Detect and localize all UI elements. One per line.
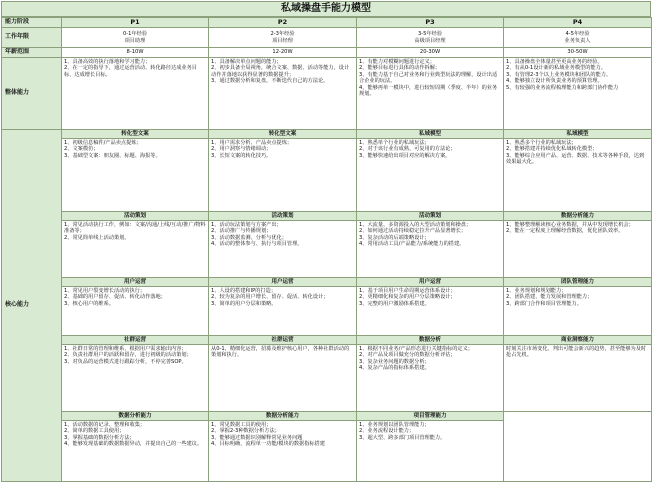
years-label: 工作年限 [2,28,62,48]
section-header: 用户运营 [62,278,208,287]
core-row-4 [2,336,652,412]
core-row-5 [2,412,652,482]
section-header: 转化型文案 [62,130,208,139]
overall-label: 整体能力 [2,58,62,130]
section-header: 数据分析能力 [504,212,651,221]
core-cell: 活动策划 1、常见活动执行工作，例如：文案/沟通/上线/互动/推广/物料准备等； 2、常见简单线上活动策划。 [62,212,209,278]
salary-row [2,48,652,58]
core-cell: 项目管理能力 1、业务规划以团队管理能力； 2、业务流程设计能力； 3、超大型、跨多部门项目管理能力。 [357,412,504,482]
salary-p4: 30-50W [504,48,652,58]
salary-p3: 20-30W [357,48,504,58]
core-label: 核心能力 [2,130,62,482]
section-header: 用户运营 [357,278,503,287]
core-cell: 用户运营 1、常见用户裂变增长活动的执行； 2、基础的用户留存、促活、转化动作落地； 3、核心用户的维系。 [62,278,209,336]
core-cell: 数据分析 1、根据不同业务/产品形态进行关键指标的定义； 2、对产品及项目做充分的数据分析评估； 3、复杂业务问题的数据分析； 4、复杂产品的指标体系搭建。 [357,336,504,412]
section-header: 活动策划 [62,212,208,221]
years-p3: 3-5年经验 高级项目经理 [357,28,504,48]
section-header: 数据分析能力 [209,412,356,421]
core-cell: 用户运营 1、人设的搭建和IP的打造； 2、较为复杂的用户增长、留存、促活、转化设计； 3、简单的用户分层和策略。 [209,278,357,336]
overall-p4: 1、具备操盘全体量甚至更高业务的经验。 2、有从0-1设计新的私域业务模型的能力。 3、有管理2-3个以上业务模块和团队的能力。 4、能够独立设计所负责业务的预算管理。 5、有较强的业务流程梳理能力和跨部门协作能力 [504,58,652,130]
core-row-1 [2,130,652,212]
section-header: 数据分析 [357,336,503,345]
stage-p4: P4 [504,18,652,28]
overall-row [2,58,652,130]
core-row-2 [2,212,652,278]
salary-label: 年薪范围 [2,48,62,58]
core-cell: 社群运营 从0-1，精细化运营，招募及维护核心用户，各种社群活动的策划和执行。 [209,336,357,412]
stage-p2: P2 [209,18,357,28]
core-cell: 团队管理能力 1、业务规划和规划能力； 2、团队搭建、能力发展和管理能力； 3、跨部门合作和项目管理能力。 [504,278,652,336]
years-row [2,28,652,48]
stage-label: 能力阶段 [2,18,62,28]
capability-table [1,17,652,482]
core-cell: 活动策划 1、大流量、多资源投入的大型活动策划和操盘； 2、如何通过活动持续稳定拉升产品显著增长； 3、复杂活动的后端策略设计； 4、常用活动工具/产品能力/系统能力的搭建。 [357,212,504,278]
core-cell: 私域模型 1、熟悉单个行业的私域玩法； 2、对于该行业有成熟、可复用的方法论； 3、能够快速给出项目对应的解决方案。 [357,130,504,212]
stage-p3: P3 [357,18,504,28]
core-row-3 [2,278,652,336]
core-cell: 数据分析能力 1、能够整理解读核心业务数据，并从中发现增长机会； 2、能在一定程度上理解经营数据，优化团队效率。 [504,212,652,278]
overall-p3: 1、有能力对模糊问题进行定义； 2、能够目标进行具体的动作拆解； 3、有能力基于自己对业务和行业典型玩法的理解，设计出适合企业的玩法。 4、能够再单一模块中，进行较短周期（季度、半年）的业务规划。 [357,58,504,130]
core-cell: 商业洞察能力 时刻关注市场变化、判出可能会新兴的趋势，甚至能够为及时抢占先机。 [504,336,652,412]
salary-p1: 8-10W [62,48,209,58]
overall-p2: 1、具备解决单点问题的能力； 2、初步具备全局视角，统合文案、数据、活动等能力，设计动作并落地以获得显著的数据提升； 3、通过数据分析和复盘，不断迭代自己的方法论。 [209,58,357,130]
core-cell: 私域模型 1、熟悉多个行业的私域玩法； 2、能够搭建并持续优化私域转化模型； 3、能够综合应用产品、运营、数据、技术等各种手段，达到效果最大化。 [504,130,652,212]
stage-row [2,18,652,28]
years-p2: 2-3年经验 项目经理 [209,28,357,48]
section-header: 转化型文案 [209,130,356,139]
section-header: 数据分析能力 [62,412,208,421]
section-header: 活动策划 [209,212,356,221]
core-cell: 活动策划 1、活动玩法策划与方案产出； 2、活动推广与传播规划； 3、活动数据监测、分析与优化； 4、活动的整体参与、执行与项目管理。 [209,212,357,278]
core-cell: 社群运营 1、社群日常的管理和维系，根据用户需求输出内容； 2、负责社群用户的活跃和留存，进行初级的活动策划； 3、对负品的运营模式进行跟踪分析，不停完善SOP。 [62,336,209,412]
years-p1: 0-1年经验 项目助理 [62,28,209,48]
stage-p1: P1 [62,18,209,28]
core-cell: 数据分析能力 1、活动数据的记录、整理和收集； 2、简单的数据工具使用； 3、掌握基础的数据分析方法； 4、能够发现基础的数据数据异动，并提出自己的一些建议。 [62,412,209,482]
section-header: 社群运营 [209,336,356,345]
capability-model-sheet [1,1,651,499]
section-header: 商业洞察能力 [504,336,651,345]
core-cell-empty [504,412,652,482]
salary-p2: 12-20W [209,48,357,58]
core-cell: 转化型文案 1、用户需求分析、产品卖点提炼； 2、用户洞察与情绪调动； 3、长短文案的转化技巧。 [209,130,357,212]
core-cell: 数据分析能力 1、常见数据工具的使用； 2、掌握2-3种数据分析方法； 3、能够通过数据识别解释常见业务问题 4、目标明确，流程单一功能/模块的数据指标搭建 [209,412,357,482]
section-header: 私域模型 [357,130,503,139]
section-header: 社群运营 [62,336,208,345]
section-header: 团队管理能力 [504,278,651,287]
section-header: 私域模型 [504,130,651,139]
page-title: 私域操盘手能力模型 [1,1,651,17]
section-header: 活动策划 [357,212,503,221]
section-header: 用户运营 [209,278,356,287]
section-header: 项目管理能力 [357,412,503,421]
overall-p1: 1、具备高效的执行落地和学习能力； 2、在一定的指导下，通过运营活动、转化路径达成业务目标，达成增长目标。 [62,58,209,130]
years-p4: 4-5年经验 业务负责人 [504,28,652,48]
core-cell: 用户运营 1、基于项目用户生命周期运营体系设计； 2、更精细化和复杂的用户分层策略设计； 3、完整的用户激励体系搭建。 [357,278,504,336]
core-cell: 转化型文案 1、初级信息稿件/产品卖点提炼； 2、文案模仿； 3、基础型文案：朋友圈、标题、海报等。 [62,130,209,212]
